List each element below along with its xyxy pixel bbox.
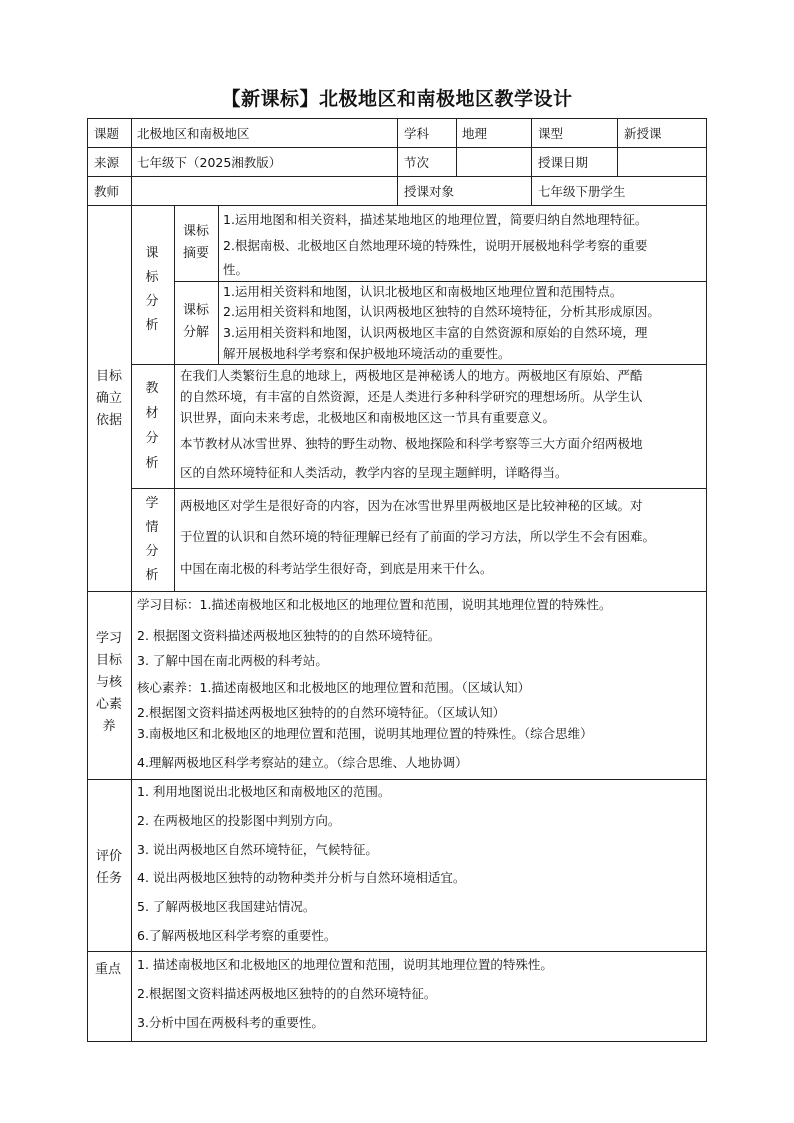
audience-label: 授课对象	[404, 184, 455, 199]
lesson-type-label: 课型	[538, 126, 564, 141]
summary-line: 性。	[223, 262, 249, 277]
row-divider	[174, 281, 707, 282]
curriculum-summary-label: 课标摘要	[182, 224, 209, 261]
col-divider	[174, 205, 175, 591]
eval-line: 1. 利用地图说出北极地区和南极地区的范围。	[137, 784, 391, 799]
goal-line: 3.南极地区和北极地区的地理位置和范围，说明其地理位置的特殊性。（综合思维）	[137, 726, 593, 741]
curriculum-analysis-label: 课标分析	[145, 246, 159, 333]
col-divider	[531, 118, 532, 205]
learning-goals-label: 学习目标与核心素养	[95, 631, 122, 734]
textbook-line: 在我们人类繁衍生息的地球上，两极地区是神秘诱人的地方。两极地区有原始、严酷	[180, 368, 643, 383]
textbook-line: 本节教材从冰雪世界、独特的野生动物、极地探险和科学考察等三大方面介绍两极地	[180, 436, 643, 451]
row-divider	[87, 779, 707, 780]
goal-line: 4.理解两极地区科学考察站的建立。（综合思维、人地协调）	[137, 755, 468, 770]
goal-line: 3. 了解中国在南北两极的科考站。	[137, 653, 328, 668]
discipline-value: 地理	[462, 126, 488, 141]
key-line: 1. 描述南极地区和北极地区的地理位置和范围，说明其地理位置的特殊性。	[137, 957, 553, 972]
col-divider	[131, 118, 132, 1042]
curriculum-breakdown-label: 课标分解	[182, 303, 209, 340]
goal-line: 2. 根据图文资料描述两极地区独特的的自然环境特征。	[137, 628, 441, 643]
teacher-label: 教师	[94, 184, 120, 199]
goal-line: 学习目标：1.描述南极地区和北极地区的地理位置和范围，说明其地理位置的特殊性。	[137, 597, 612, 612]
summary-line: 2.根据南极、北极地区自然地理环境的特殊性，说明开展极地科学考察的重要	[223, 238, 648, 253]
discipline-label: 学科	[404, 126, 430, 141]
goal-line: 2.根据图文资料描述两极地区独特的的自然环境特征。（区域认知）	[137, 705, 506, 720]
row-divider	[87, 205, 707, 206]
breakdown-line: 2.运用相关资料和地图，认识两极地区独特的自然环境特征，分析其形成原因。	[223, 304, 660, 319]
row-divider	[87, 591, 707, 592]
source-value: 七年级下（2025湘教版）	[137, 155, 282, 170]
col-divider	[218, 205, 219, 364]
textbook-line: 区的自然环境特征和人类活动，教学内容的呈现主题鲜明，详略得当。	[180, 465, 568, 480]
row-divider	[87, 951, 707, 952]
subject-label: 课题	[94, 126, 120, 141]
goal-line: 核心素养：1.描述南极地区和北极地区的地理位置和范围。（区域认知）	[137, 680, 531, 695]
textbook-line: 识世界，面向未来考虑，北极地区和南极地区这一节具有重要意义。	[180, 410, 556, 425]
learner-line: 中国在南北极的科考站学生很好奇，到底是用来干什么。	[180, 561, 493, 576]
document-title: 【新课标】北极地区和南极地区教学设计	[221, 88, 573, 110]
audience-value: 七年级下册学生	[538, 184, 626, 199]
textbook-analysis-label: 教材分析	[145, 381, 159, 471]
eval-line: 4. 说出两极地区独特的动物种类并分析与自然环境相适宜。	[137, 870, 466, 885]
summary-line: 1.运用地图和相关资料，描述某地地区的地理位置，简要归纳自然地理特征。	[223, 212, 648, 227]
col-divider	[397, 176, 398, 205]
breakdown-line: 解开展极地科学考察和保护极地环境活动的重要性。	[223, 346, 511, 361]
textbook-line: 的自然环境，有丰富的自然资源，还是人类进行多种科学研究的理想场所。从学生认	[180, 389, 643, 404]
key-line: 3.分析中国在两极科考的重要性。	[137, 1015, 324, 1030]
col-divider	[456, 118, 457, 176]
row-divider	[131, 364, 707, 365]
subject-value: 北极地区和南极地区	[137, 126, 250, 141]
eval-line: 5. 了解两极地区我国建站情况。	[137, 899, 316, 914]
learner-line: 两极地区对学生是很好奇的内容，因为在冰雪世界里两极地区是比较神秘的区域。对	[180, 498, 643, 513]
col-divider	[617, 118, 618, 176]
col-divider	[397, 118, 398, 176]
evaluation-tasks-label: 评价任务	[95, 849, 122, 886]
lesson-type-value: 新授课	[624, 126, 662, 141]
breakdown-line: 1.运用相关资料和地图，认识北极地区和南极地区地理位置和范围特点。	[223, 284, 623, 299]
eval-line: 3. 说出两极地区自然环境特征，气候特征。	[137, 842, 378, 857]
key-line: 2.根据图文资料描述两极地区独特的的自然环境特征。	[137, 986, 437, 1001]
teaching-date-label: 授课日期	[538, 155, 589, 170]
learner-analysis-label: 学情分析	[145, 496, 159, 583]
section-label: 节次	[404, 155, 430, 170]
goal-basis-label: 目标确立依据	[95, 369, 122, 428]
eval-line: 6.了解两极地区科学考察的重要性。	[137, 928, 337, 943]
learner-line: 于位置的认识和自然环境的特征理解已经有了前面的学习方法，所以学生不会有困难。	[180, 529, 656, 544]
row-divider	[131, 488, 707, 489]
source-label: 来源	[94, 155, 120, 170]
key-points-label: 重点	[95, 962, 122, 977]
breakdown-line: 3.运用相关资料和地图，认识两极地区丰富的自然资源和原始的自然环境，理	[223, 325, 648, 340]
eval-line: 2. 在两极地区的投影图中判别方向。	[137, 813, 341, 828]
